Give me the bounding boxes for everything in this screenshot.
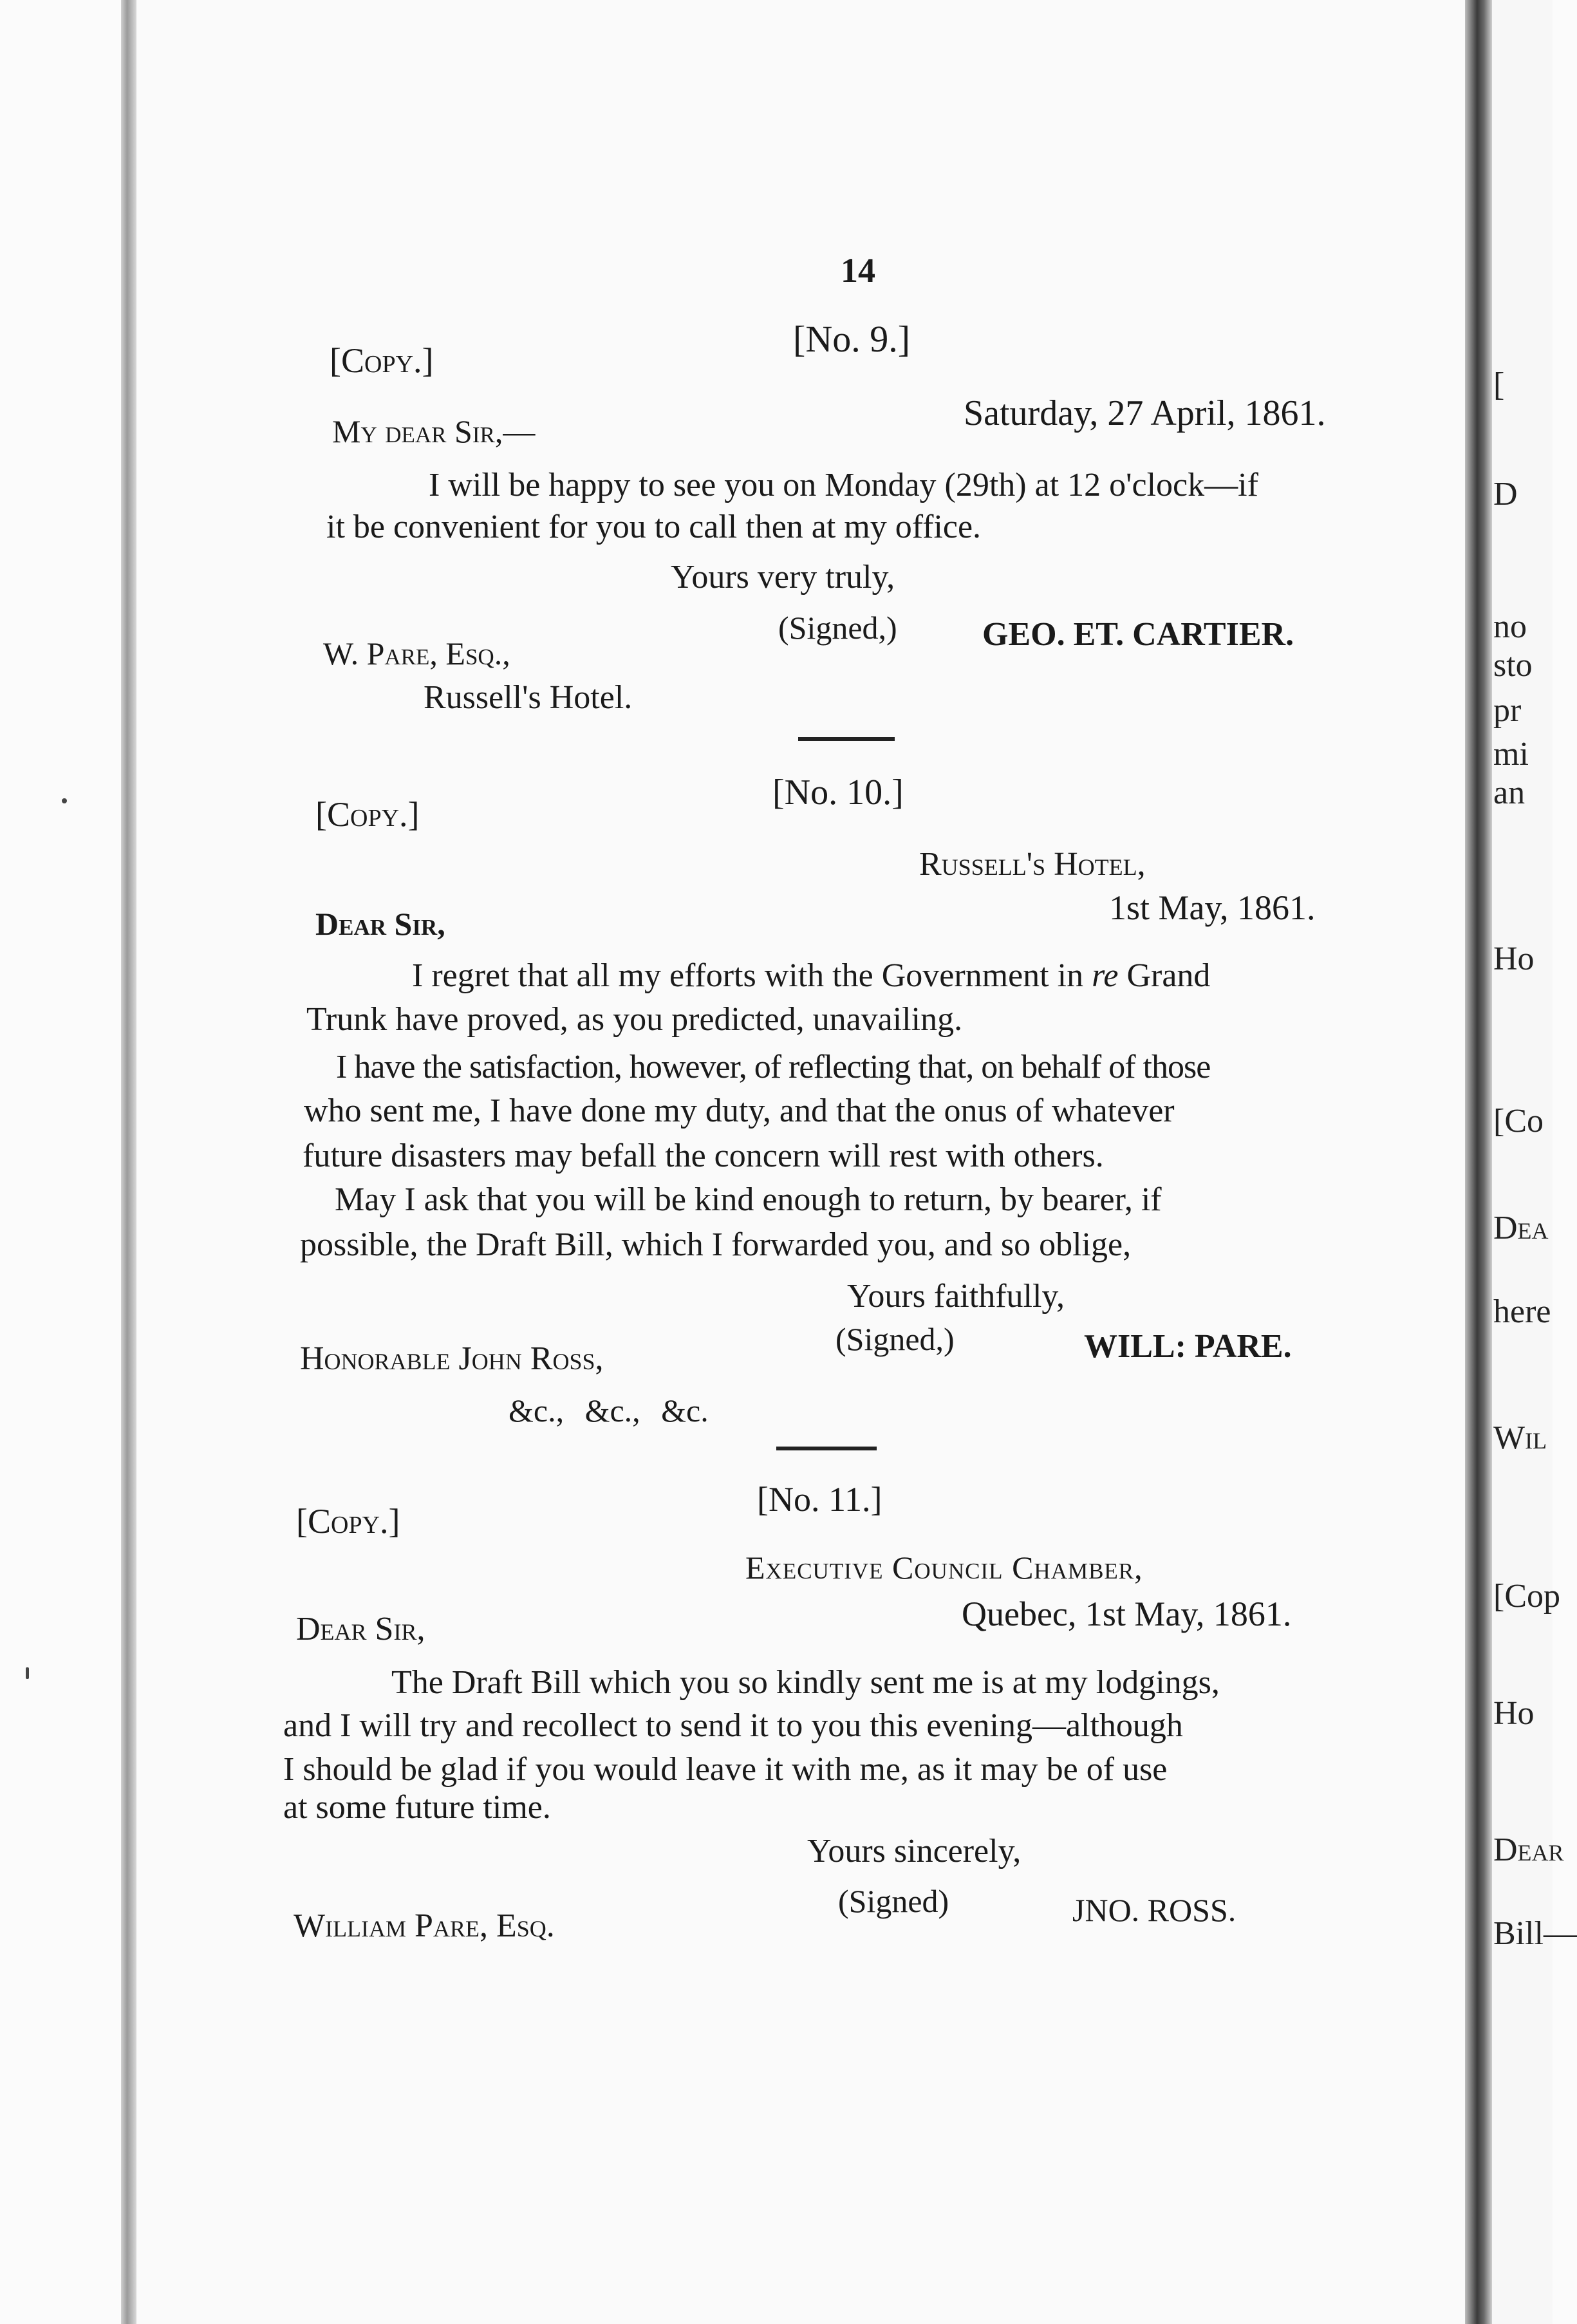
recipient: William Pare, Esq.: [294, 1907, 555, 1944]
body-line: [412, 959, 1210, 993]
section-divider: [798, 737, 895, 741]
body-line: and I will try and recollect to send it to you this evening—although: [283, 1707, 1183, 1744]
opposite-fragment: Dear: [1493, 1832, 1564, 1868]
signature: GEO. ET. CARTIER.: [982, 616, 1294, 653]
opposite-fragment: D: [1493, 476, 1518, 512]
closing: Yours sincerely,: [807, 1833, 1022, 1870]
opposite-fragment: here: [1493, 1293, 1551, 1330]
opposite-fragment: Ho: [1493, 1695, 1535, 1732]
letter-place: Executive Council Chamber,: [745, 1550, 1143, 1586]
body-line: May I ask that you will be kind enough to return, by bearer, if: [335, 1181, 1162, 1218]
body-text-italic: re: [1092, 957, 1119, 994]
body-line: The Draft Bill which you so kindly sent me is at my lodgings,: [391, 1664, 1220, 1701]
opposite-fragment: [: [1493, 366, 1505, 403]
opposite-fragment: Wil: [1493, 1420, 1547, 1456]
signed-label: (Signed,): [835, 1321, 955, 1357]
page-number: 14: [841, 251, 875, 290]
scan-speck: [62, 798, 67, 803]
body-line: who sent me, I have done my duty, and that the onus of whatever: [304, 1092, 1175, 1129]
book-spine-shadow: [1465, 0, 1492, 2324]
opposite-fragment: mi: [1493, 736, 1529, 773]
recipient: W. Pare, Esq.,: [323, 635, 510, 671]
opposite-fragment: [Co: [1493, 1103, 1544, 1139]
copy-label: [Copy.]: [296, 1502, 400, 1541]
letter-number: [No. 11.]: [757, 1480, 882, 1519]
body-line: possible, the Draft Bill, which I forwarded you, and so oblige,: [300, 1226, 1132, 1263]
opposite-fragment: Bill—: [1493, 1915, 1577, 1952]
salutation: Dear Sir,: [315, 906, 445, 942]
signature: JNO. ROSS.: [1072, 1892, 1236, 1928]
signature: WILL: PARE.: [1084, 1328, 1292, 1365]
body-text: I regret that all my efforts with the Government in: [412, 957, 1084, 994]
salutation: Dear Sir,: [296, 1611, 425, 1647]
body-line: I have the satisfaction, however, of reflecting that, on behalf of those: [336, 1049, 1211, 1085]
opposite-fragment: Dea: [1493, 1210, 1549, 1246]
recipient-address: Russell's Hotel.: [424, 679, 633, 716]
body-line: at some future time.: [283, 1789, 551, 1826]
body-line: future disasters may befall the concern will rest with others.: [303, 1138, 1104, 1174]
body-line: it be convenient for you to call then at my office.: [326, 509, 982, 545]
copy-label: [Copy.]: [330, 341, 434, 380]
signed-label: (Signed,): [778, 610, 897, 646]
opposite-fragment: Ho: [1493, 941, 1535, 977]
body-line: I will be happy to see you on Monday (29th) at 12 o'clock—if: [429, 467, 1258, 503]
salutation: My dear Sir,—: [332, 413, 536, 449]
copy-label: [Copy.]: [315, 795, 420, 834]
opposite-fragment: pr: [1493, 692, 1522, 729]
left-gutter-shadow: [121, 0, 136, 2324]
letter-place: Russell's Hotel,: [919, 846, 1146, 883]
body-line: Trunk have proved, as you predicted, unavailing.: [306, 1001, 963, 1038]
section-divider: [776, 1447, 877, 1450]
opposite-fragment: an: [1493, 774, 1526, 811]
letter-date: 1st May, 1861.: [1109, 888, 1316, 927]
recipient-address: &c., &c., &c.: [509, 1392, 709, 1429]
letter-number: [No. 10.]: [772, 773, 904, 812]
letter-number: [No. 9.]: [793, 318, 911, 360]
recipient: Honorable John Ross,: [300, 1340, 604, 1377]
closing: Yours faithfully,: [847, 1278, 1065, 1315]
letter-date: Quebec, 1st May, 1861.: [962, 1595, 1292, 1633]
body-line: I should be glad if you would leave it with me, as it may be of use: [283, 1751, 1168, 1788]
opposite-fragment: [Cop: [1493, 1578, 1560, 1615]
closing: Yours very truly,: [671, 559, 895, 595]
opposite-fragment: sto: [1493, 647, 1533, 684]
opposite-fragment: no: [1493, 608, 1527, 645]
letter-date: Saturday, 27 April, 1861.: [964, 393, 1326, 433]
scan-speck: [26, 1667, 29, 1679]
signed-label: (Signed): [838, 1883, 949, 1919]
opposite-page-edge: [1492, 0, 1577, 2324]
body-text: Grand: [1126, 957, 1211, 994]
